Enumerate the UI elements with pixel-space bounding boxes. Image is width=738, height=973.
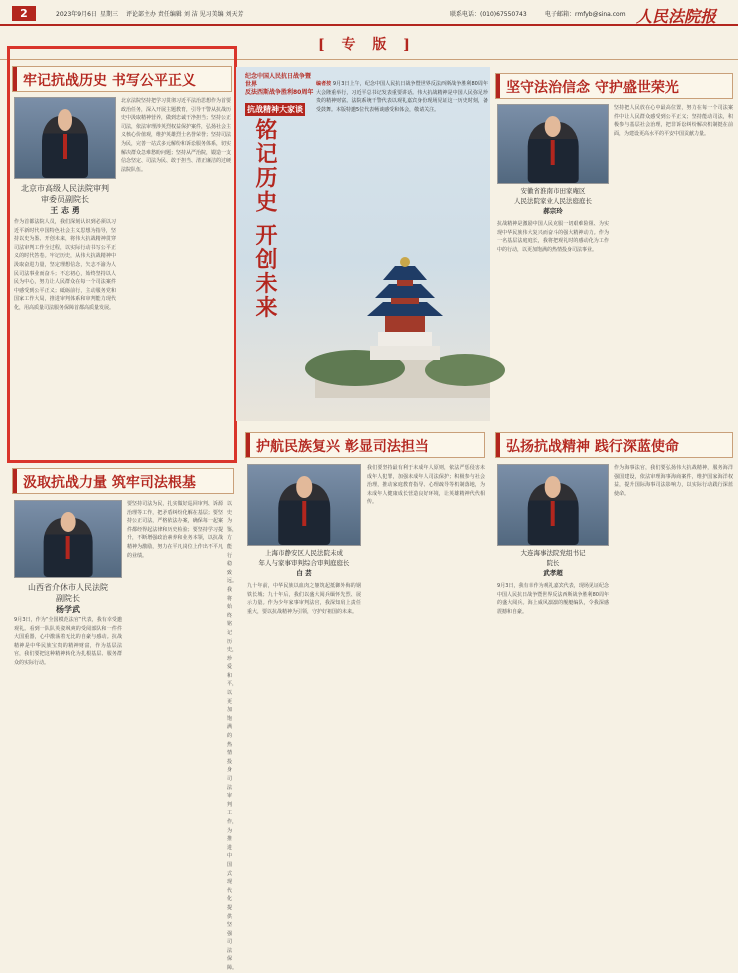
issue-weekday: 星期三 — [100, 11, 119, 18]
article-3-col2: 我们要坚持最有利于未成年人原则，依法严惩侵害未成年人犯罪，加强未成年人司法保护；积极参与社会治理，推动家庭教育指导、心理疏导等机制落地，为未成年人健康成长营造良好环境，让英雄精神代代相传。 — [367, 465, 485, 506]
special-edition-label: [ 专 版 ] — [318, 37, 416, 53]
caption-4 — [497, 186, 609, 216]
section-title-4: 坚守法治信念 守护盛世荣光 — [506, 80, 679, 96]
section-marker — [246, 433, 250, 457]
temple-of-heaven-image — [315, 228, 490, 398]
section-marker — [496, 74, 500, 98]
editor-note — [316, 80, 488, 220]
caption-3 — [247, 548, 361, 578]
caption-3-line1: 上海市静安区人民法院未成 — [265, 549, 343, 557]
feature-headline: 铭记历史 开创未来 — [252, 118, 278, 320]
section-marker — [13, 67, 17, 91]
portrait-photo-2 — [14, 500, 122, 578]
caption-5-line1: 大连海事法院党组书记 — [520, 549, 586, 557]
article-2-col3: 以史为鉴，方能行稳致远。我将始终铭记历史，珍爱和平，以更加饱满的热情投身司法审判工作，为推进中国式现代化提供坚强司法保障。 — [227, 501, 238, 972]
article-4-col1: 抗战精神是激励中国人民克服一切艰难险阻、为实现中华民族伟大复兴而奋斗的强大精神动力。作为一名基层法庭庭长，我将把观礼时的感动化为工作中的行动，以更加饱满的热情投身司法事业。 — [497, 221, 609, 253]
page-number: 2 — [12, 6, 36, 21]
editor-note-text: 9月3日上午，纪念中国人民抗日战争暨世界反法西斯战争胜利80周年大会隆重举行，习近平总书记发表重要讲话。伟大抗战精神是中国人民弥足珍贵的精神财富。法院系统干警代表以观礼嘉宾身份现场见证这一历史时刻，备受鼓舞。本版特邀5位代表畅谈感受和体会，敬请关注。 — [316, 81, 488, 113]
series-banner — [245, 73, 315, 114]
caption-1-line2: 审委员副院长 — [41, 195, 89, 204]
section-title-3: 护航民族复兴 彰显司法担当 — [256, 439, 429, 455]
article-1-col1: 作为首都法院人员，我们深刻认识到必须以习近平新时代中国特色社会主义思想为指导，坚持以史为鉴、开创未来，将伟大抗战精神贯穿司法审判工作全过程，以实际行动书写公平正义的时代答卷。牢记历史，从伟大抗战精神中汲取奋进力量，坚定理想信念，矢志不渝为人民司法事业而奋斗；不忘初心，始终坚持以人民为中心，努力让人民群众在每一个司法案件中感受到公平正义；砥砺前行，主动服务党和国家工作大局，推进审判体系和审判能力现代化，用高质量司法服务保障首都高质量发展。 — [14, 219, 116, 311]
article-2-col1: 9月3日，作为“全国模范法官”代表，我有幸受邀观礼。看到一队队英姿飒爽的受阅部队和一件件大国重器，心中激荡着无比的自豪与感动。抗战精神是中华民族宝贵的精神财富，作为基层法官，我们要把这种精神转化为扎根基层、服务群众的实际行动。 — [14, 617, 122, 666]
portrait-photo-4 — [497, 104, 609, 184]
issue-date: 2023年9月6日 — [56, 11, 97, 18]
article-4-col2: 坚持把人民放在心中最高位置，努力在每一个司法案件中让人民群众感受到公平正义；坚持能动司法，积极参与基层社会治理，把非诉讼纠纷解决机制挺在前面，为建设更高水平的平安中国贡献力量。 — [614, 105, 733, 137]
portrait-photo-1 — [14, 97, 116, 179]
caption-1-line1: 北京市高级人民法院审判 — [21, 184, 109, 193]
caption-4-author: 郝宗玲 — [543, 207, 563, 215]
article-2-col2: 要坚持司法为民，扎实做好巡回审判、诉源治理等工作，把矛盾纠纷化解在基层；要坚持公正司法，严格依法办案，确保每一起案件都经得起法律和历史检验；要坚持学习提升，不断增强政治素养和业务本领，以抗战精神为激励，努力在平凡岗位上作出不平凡的业绩。 — [127, 501, 223, 559]
section-header-3 — [245, 432, 485, 458]
article-5-col1: 9月3日，我有幸作为观礼嘉宾代表，现场见证纪念中国人民抗日战争暨世界反法西斯战争胜利80周年的盛大阅兵。海上威风凛凛的舰艇编队，令我深感震撼和自豪。 — [497, 583, 609, 615]
caption-5-line2: 院长 — [546, 559, 560, 567]
banner-label: 抗战精神大家谈 — [247, 105, 303, 114]
section-header-1 — [12, 66, 232, 92]
contact-phone: 联系电话：(010)67550743 — [450, 11, 527, 18]
caption-3-author: 白 芸 — [296, 569, 312, 577]
caption-4-line1: 安徽省淮南市田家庵区 — [520, 187, 586, 195]
section-marker — [496, 433, 500, 457]
portrait-photo-5 — [497, 464, 609, 546]
article-5-col2: 作为海事法官，我们要弘扬伟大抗战精神，服务海洋强国建设，依法审理海事海商案件，维护国家海洋权益，提升国际海事司法影响力，以实际行动践行深蓝使命。 — [614, 465, 733, 497]
banner-line1: 纪念中国人民抗日战争暨世界 — [245, 73, 312, 88]
contact-email: 电子邮箱：rmfyb@sina.com — [545, 11, 626, 18]
section-title-1: 牢记抗战历史 书写公平正义 — [23, 73, 196, 89]
newspaper-logo: 人民法院报 — [636, 7, 717, 26]
section-title-5: 弘扬抗战精神 践行深蓝使命 — [506, 439, 679, 455]
portrait-photo-3 — [247, 464, 361, 546]
article-3-col1: 九十年前，中华民族以血肉之躯筑起抵御外侮的钢铁长城；九十年后，我们以盛大阅兵缅怀先烈、展示力量。作为少年家事审判法官，我深知肩上责任重大，要以抗战精神为引领，守护好祖国的未来。 — [247, 583, 361, 615]
caption-2-author: 杨学武 — [56, 605, 80, 614]
banner-line2: 反法西斯战争胜利80周年 — [245, 89, 314, 96]
section-marker — [13, 469, 17, 493]
caption-5-author: 武孝超 — [543, 569, 563, 577]
editor-credits: 评论部主办 责任编辑 刘 洁 见习美编 刘天芳 — [126, 11, 244, 18]
article-1-col2: 北京法院坚持把学习贯彻习近平法治思想作为首要政治任务，深入开展主题教育，引导干警从抗战历史中汲取精神营养，做到忠诚干净担当；坚持公正司法，依法审理涉英烈权益保护案件，弘扬社会主义核心价值观，维护英雄烈士名誉荣誉；坚持司法为民，完善一站式多元解纷和诉讼服务体系，切实解决群众急难愁盼问题；坚持从严治院，锻造一支信念坚定、司法为民、敢于担当、清正廉洁的过硬法院队伍。 — [121, 98, 232, 173]
section-header-5 — [495, 432, 733, 458]
section-header-2 — [12, 468, 234, 494]
caption-4-line2: 人民法院家业人民法庭庭长 — [514, 197, 592, 205]
caption-5 — [497, 548, 609, 578]
caption-1-author: 王 志 勇 — [50, 206, 80, 215]
caption-3-line2: 年人与家事审判综合审判庭庭长 — [258, 559, 350, 567]
caption-2-line2: 副院长 — [56, 594, 80, 603]
editor-note-label: 编者按 — [316, 81, 332, 87]
caption-2 — [14, 582, 122, 615]
section-header-4 — [495, 73, 733, 99]
caption-1 — [14, 183, 116, 216]
section-title-2: 汲取抗战力量 筑牢司法根基 — [23, 475, 196, 491]
caption-2-line1: 山西省介休市人民法院 — [28, 583, 108, 592]
